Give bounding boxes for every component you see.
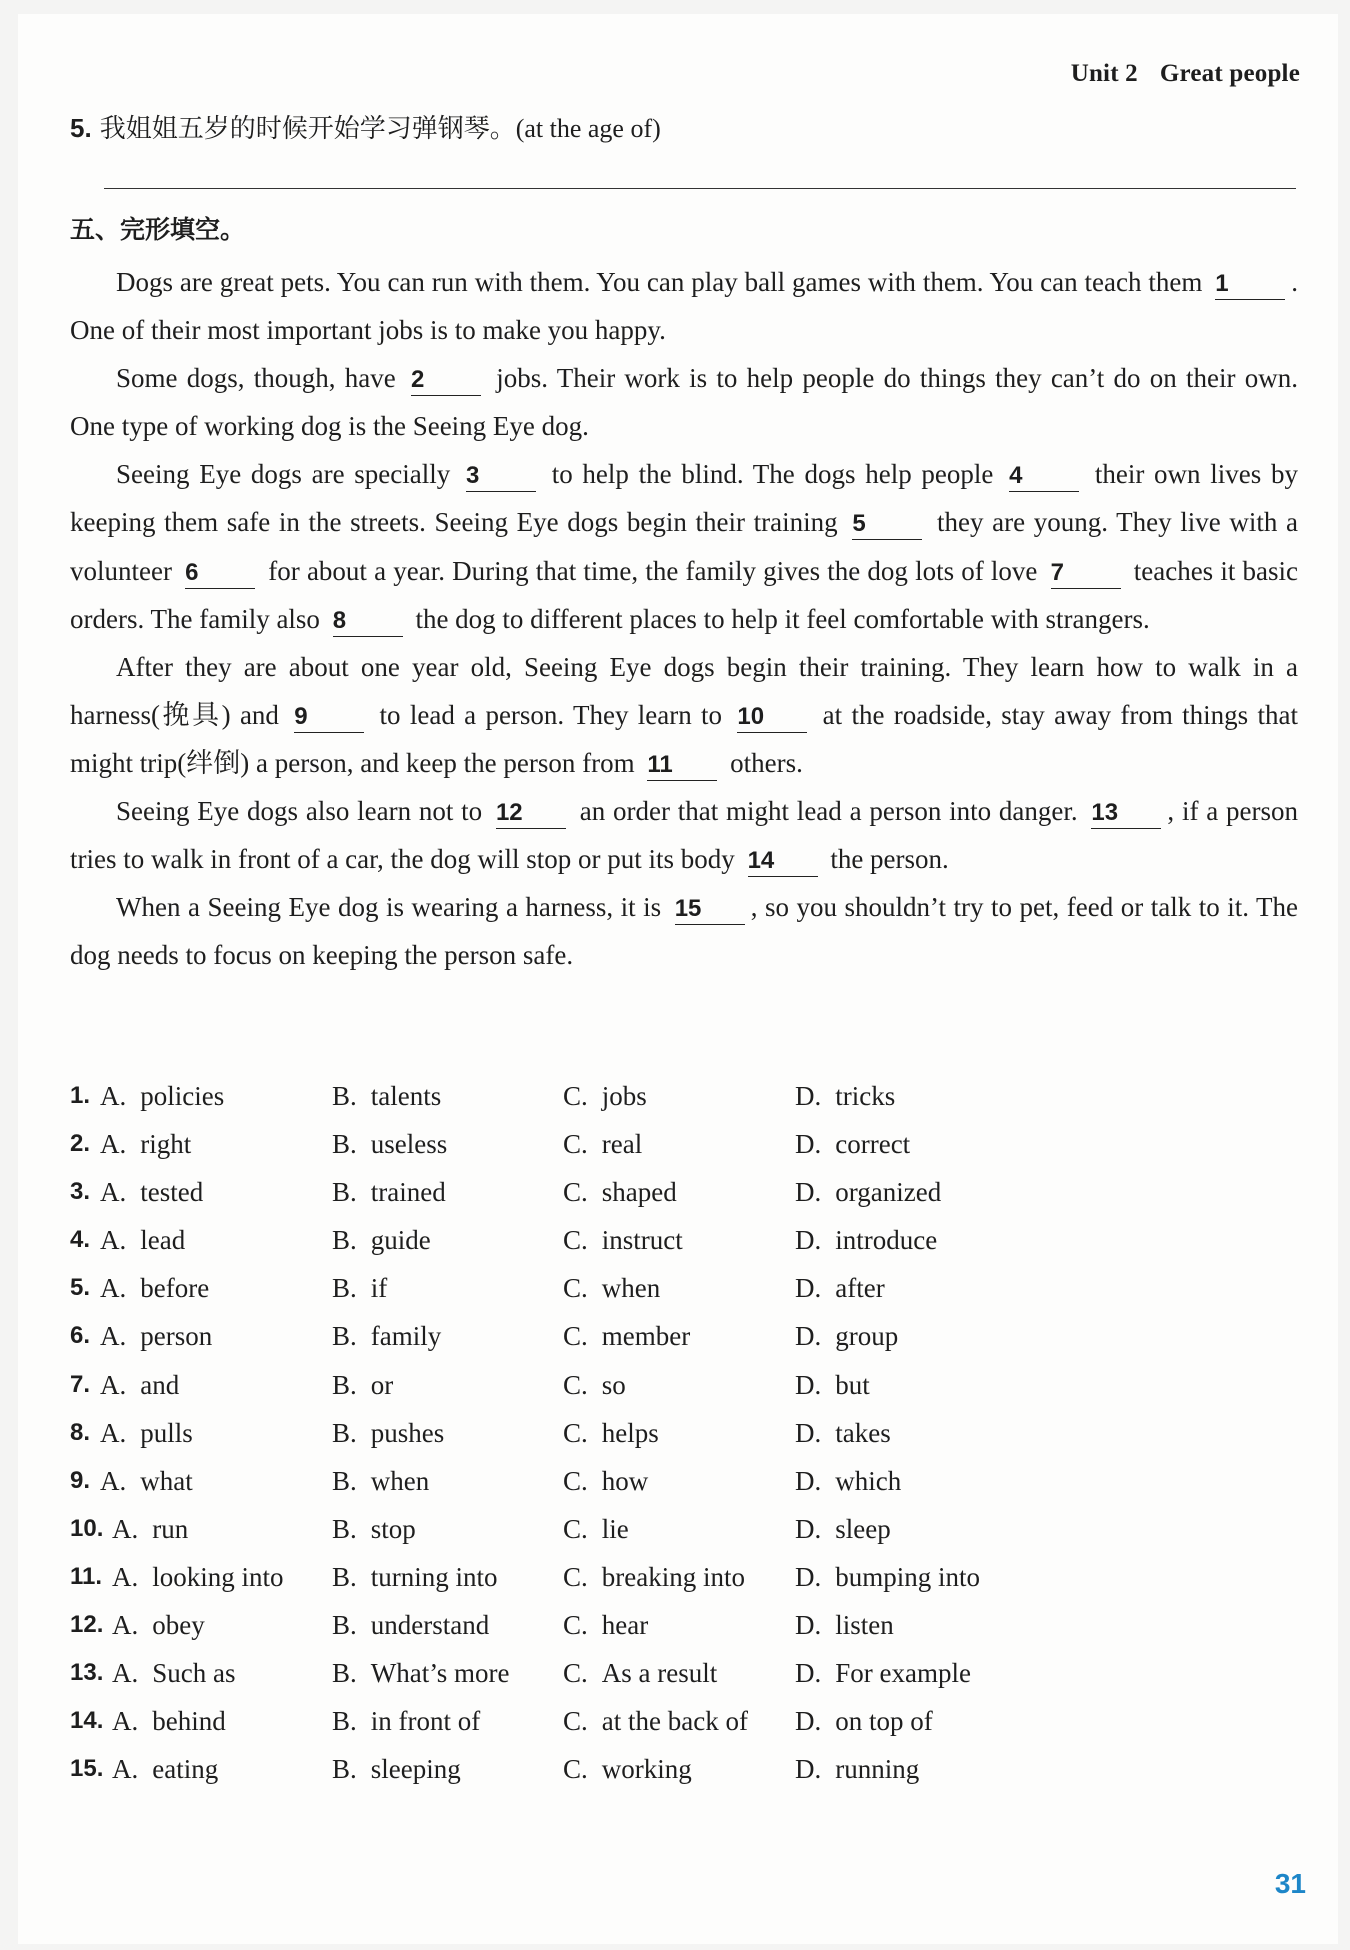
page-number: 31	[1274, 1868, 1306, 1899]
option-letter: A.	[100, 1225, 127, 1256]
option-letter: C.	[563, 1081, 588, 1111]
option-b[interactable]	[332, 1697, 480, 1745]
option-letter: A.	[100, 1081, 127, 1111]
option-letter: C.	[563, 1273, 588, 1304]
option-text: obey	[152, 1610, 205, 1641]
option-a[interactable]	[112, 1697, 226, 1745]
passage-text: for about a year. During that time, the family gives the dog lots of love	[261, 555, 1045, 586]
option-letter: D.	[795, 1610, 822, 1641]
question-row-5	[70, 1264, 1300, 1312]
option-b[interactable]	[332, 1264, 387, 1312]
question-row-7	[70, 1361, 1300, 1409]
option-text: instruct	[601, 1225, 683, 1256]
option-b[interactable]	[332, 1120, 447, 1168]
option-text: right	[140, 1129, 192, 1160]
option-text: if	[370, 1273, 388, 1304]
option-letter: B.	[332, 1369, 357, 1400]
option-text: stop	[370, 1513, 416, 1544]
option-letter: C.	[563, 1129, 588, 1160]
unit-title: Great people	[1159, 60, 1300, 87]
option-text: trained	[370, 1177, 446, 1208]
option-d[interactable]	[795, 1312, 898, 1360]
passage-text: Dogs are great pets. You can run with them. You can play ball games with them. You can teach them	[116, 267, 1210, 297]
question-number: 12.	[70, 1611, 104, 1639]
passage-text: to lead a person. They learn to	[370, 699, 732, 730]
option-letter: A.	[112, 1513, 139, 1544]
option-text: so	[601, 1369, 626, 1400]
option-letter: C.	[563, 1465, 588, 1496]
option-a[interactable]	[100, 1264, 209, 1312]
option-text: working	[601, 1754, 692, 1785]
question-number: 1.	[70, 1082, 91, 1109]
option-text: helps	[601, 1417, 659, 1448]
option-letter: C.	[563, 1561, 588, 1592]
option-b[interactable]	[332, 1601, 489, 1649]
question-number: 9.	[70, 1466, 91, 1494]
option-text: turning into	[370, 1561, 498, 1592]
option-text: but	[835, 1369, 870, 1400]
option-letter: C.	[563, 1177, 588, 1208]
option-c[interactable]	[563, 1264, 660, 1312]
passage-paragraph	[70, 258, 1298, 354]
option-text: As a result	[601, 1658, 718, 1689]
option-letter: C.	[563, 1706, 588, 1737]
option-text: in front of	[370, 1706, 481, 1737]
option-letter: D.	[795, 1321, 822, 1352]
option-letter: B.	[332, 1706, 357, 1737]
blank-7: 7	[1051, 558, 1121, 589]
blank-13: 13	[1091, 798, 1161, 829]
option-text: breaking into	[601, 1561, 745, 1592]
option-text: organized	[835, 1177, 942, 1208]
option-b[interactable]	[332, 1409, 444, 1457]
option-letter: A.	[112, 1610, 139, 1641]
option-c[interactable]	[563, 1553, 745, 1601]
option-text: Such as	[152, 1658, 236, 1689]
option-letter: B.	[332, 1610, 357, 1641]
option-letter: D.	[795, 1706, 822, 1737]
option-letter: D.	[795, 1177, 822, 1208]
option-letter: D.	[795, 1658, 822, 1689]
blank-9: 9	[294, 702, 364, 733]
option-text: real	[601, 1129, 643, 1160]
option-a[interactable]	[112, 1649, 236, 1697]
option-b[interactable]	[332, 1457, 429, 1505]
option-text: lead	[140, 1225, 186, 1256]
option-d[interactable]	[795, 1649, 971, 1697]
option-c[interactable]	[563, 1168, 677, 1216]
passage-paragraph	[70, 354, 1298, 450]
option-a[interactable]	[100, 1312, 212, 1360]
option-letter: B.	[332, 1465, 357, 1496]
option-b[interactable]	[332, 1361, 393, 1409]
option-d[interactable]	[795, 1409, 891, 1457]
blank-3: 3	[466, 461, 536, 492]
option-b[interactable]	[332, 1745, 461, 1793]
option-text: jobs	[601, 1081, 647, 1111]
option-letter: B.	[332, 1177, 357, 1208]
option-d[interactable]	[795, 1457, 901, 1505]
option-text: family	[370, 1321, 442, 1352]
option-letter: C.	[563, 1754, 588, 1785]
option-letter: B.	[332, 1417, 357, 1448]
option-text: at the back of	[601, 1706, 748, 1737]
option-text: tested	[140, 1177, 204, 1208]
cloze-passage	[70, 258, 1298, 979]
option-text: takes	[835, 1417, 891, 1448]
question-row-13	[70, 1649, 1300, 1697]
blank-2: 2	[411, 365, 481, 396]
option-letter: C.	[563, 1513, 588, 1544]
option-text: member	[601, 1321, 691, 1352]
option-letter: C.	[563, 1610, 588, 1641]
option-letter: B.	[332, 1225, 357, 1256]
option-d[interactable]	[795, 1745, 919, 1793]
question-row-8	[70, 1409, 1300, 1457]
passage-text: the person.	[823, 844, 949, 875]
question-row-11	[70, 1553, 1300, 1601]
question-text: 我姐姐五岁的时候开始学习弹钢琴。(at the age of)	[99, 114, 661, 143]
passage-text: , so you shouldn’t try to pet, feed or talk to it. The dog needs to focus on keeping the person safe.	[70, 892, 1298, 971]
option-c[interactable]	[563, 1120, 642, 1168]
question-number: 11.	[70, 1562, 103, 1590]
option-letter: A.	[112, 1561, 139, 1592]
option-d[interactable]	[795, 1697, 933, 1745]
option-letter: C.	[563, 1321, 588, 1352]
option-letter: A.	[100, 1177, 127, 1208]
passage-text: Some dogs, though, have	[116, 363, 405, 394]
passage-text: an order that might lead a person into danger.	[571, 796, 1086, 827]
option-b[interactable]	[332, 1168, 446, 1216]
running-header	[1071, 60, 1300, 88]
option-c[interactable]	[563, 1505, 629, 1553]
option-letter: D.	[795, 1513, 822, 1544]
option-d[interactable]	[795, 1168, 941, 1216]
option-text: For example	[835, 1658, 971, 1689]
blank-4: 4	[1009, 461, 1079, 492]
option-text: after	[835, 1273, 885, 1304]
question-row-2	[70, 1120, 1300, 1168]
option-letter: B.	[332, 1321, 357, 1352]
option-d[interactable]	[795, 1072, 895, 1120]
option-text: running	[835, 1754, 920, 1785]
option-text: introduce	[835, 1225, 938, 1256]
option-text: run	[152, 1513, 189, 1544]
option-b[interactable]	[332, 1649, 509, 1697]
option-text: pulls	[140, 1417, 193, 1448]
question-number: 8.	[70, 1418, 91, 1446]
option-b[interactable]	[332, 1312, 441, 1360]
option-c[interactable]	[563, 1361, 626, 1409]
option-text: how	[601, 1465, 649, 1496]
option-a[interactable]	[100, 1216, 185, 1264]
option-text: shaped	[601, 1177, 677, 1208]
passage-text: the dog to different places to help it feel comfortable with strangers.	[408, 603, 1150, 634]
option-a[interactable]	[100, 1072, 224, 1120]
option-text: which	[835, 1465, 902, 1496]
option-text: when	[370, 1465, 430, 1496]
option-c[interactable]	[563, 1697, 748, 1745]
option-letter: D.	[795, 1754, 822, 1785]
question-number: 13.	[70, 1659, 104, 1687]
option-text: understand	[370, 1610, 490, 1641]
option-letter: B.	[332, 1754, 357, 1785]
option-d[interactable]	[795, 1120, 910, 1168]
passage-text: teaches it basic orders. The family also	[70, 555, 1298, 634]
option-letter: B.	[332, 1273, 357, 1304]
passage-paragraph	[70, 643, 1298, 787]
blank-12: 12	[496, 798, 566, 829]
question-number: 2.	[70, 1130, 91, 1158]
option-c[interactable]	[563, 1601, 648, 1649]
option-letter: B.	[332, 1129, 357, 1160]
blank-5: 5	[852, 509, 922, 540]
option-c[interactable]	[563, 1745, 692, 1793]
passage-text: they are young. They live with a volunteer	[70, 507, 1298, 586]
option-d[interactable]	[795, 1601, 894, 1649]
option-text: when	[601, 1273, 661, 1304]
answer-options	[70, 1072, 1300, 1793]
option-text: or	[370, 1369, 394, 1400]
option-a[interactable]	[112, 1601, 205, 1649]
option-a[interactable]	[112, 1553, 284, 1601]
option-c[interactable]	[563, 1409, 659, 1457]
option-letter: A.	[100, 1273, 127, 1304]
option-d[interactable]	[795, 1361, 870, 1409]
option-text: person	[140, 1321, 213, 1352]
passage-text: , if a person tries to walk in front of a car, the dog will stop or put its body	[70, 796, 1298, 875]
option-text: tricks	[835, 1081, 896, 1111]
option-d[interactable]	[795, 1264, 885, 1312]
option-letter: D.	[795, 1081, 822, 1111]
option-text: listen	[835, 1610, 894, 1641]
passage-text: others.	[723, 747, 803, 778]
passage-text: Seeing Eye dogs also learn not to	[116, 796, 490, 827]
option-b[interactable]	[332, 1216, 431, 1264]
passage-text: . One of their most important jobs is to make you happy.	[70, 267, 1298, 346]
option-letter: B.	[332, 1513, 357, 1544]
option-b[interactable]	[332, 1553, 498, 1601]
option-a[interactable]	[100, 1361, 179, 1409]
option-text: sleep	[835, 1513, 891, 1544]
option-letter: A.	[100, 1129, 127, 1160]
option-text: correct	[835, 1129, 911, 1160]
option-text: eating	[152, 1754, 219, 1785]
option-text: before	[140, 1273, 210, 1304]
option-letter: D.	[795, 1417, 822, 1448]
question-number: 7.	[70, 1370, 91, 1398]
answer-line	[104, 188, 1296, 189]
option-text: on top of	[835, 1706, 933, 1737]
question-number: 3.	[70, 1178, 91, 1206]
option-b[interactable]	[332, 1505, 416, 1553]
question-row-9	[70, 1457, 1300, 1505]
option-text: looking into	[152, 1561, 284, 1592]
question-row-14	[70, 1697, 1300, 1745]
option-text: what	[140, 1465, 193, 1496]
option-text: behind	[152, 1706, 226, 1737]
option-c[interactable]	[563, 1072, 647, 1120]
question-number: 5.	[70, 1274, 91, 1302]
option-letter: D.	[795, 1561, 822, 1592]
question-row-1	[70, 1072, 1300, 1120]
option-c[interactable]	[563, 1216, 683, 1264]
question-number: 14.	[70, 1707, 104, 1735]
option-a[interactable]	[100, 1120, 191, 1168]
option-text: talents	[370, 1081, 442, 1111]
option-letter: A.	[100, 1465, 127, 1496]
question-number: 15.	[70, 1755, 104, 1783]
blank-14: 14	[748, 846, 818, 877]
option-text: group	[835, 1321, 899, 1352]
unit-label: Unit 2	[1070, 60, 1138, 87]
option-letter: A.	[112, 1706, 139, 1737]
passage-text: jobs. Their work is to help people do things they can’t do on their own. One type of working dog is the Seeing Eye dog.	[70, 363, 1298, 442]
question-number: 4.	[70, 1226, 91, 1254]
option-letter: D.	[795, 1273, 822, 1304]
option-letter: A.	[100, 1321, 127, 1352]
passage-paragraph	[70, 450, 1298, 642]
option-c[interactable]	[563, 1649, 717, 1697]
question-row-15	[70, 1745, 1300, 1793]
option-letter: B.	[332, 1561, 357, 1592]
option-c[interactable]	[563, 1312, 690, 1360]
blank-1: 1	[1215, 269, 1285, 300]
option-letter: D.	[795, 1369, 822, 1400]
option-letter: D.	[795, 1129, 822, 1160]
question-number: 5.	[70, 113, 92, 143]
question-row-4	[70, 1216, 1300, 1264]
option-letter: C.	[563, 1417, 588, 1448]
question-row-6	[70, 1312, 1300, 1360]
option-letter: D.	[795, 1465, 822, 1496]
option-text: lie	[601, 1513, 629, 1544]
option-text: guide	[370, 1225, 431, 1256]
option-d[interactable]	[795, 1216, 937, 1264]
passage-text: Seeing Eye dogs are specially	[116, 459, 460, 490]
blank-15: 15	[675, 894, 745, 925]
option-text: bumping into	[835, 1561, 981, 1592]
passage-text: After they are about one year old, Seeing Eye dogs begin their training. They learn how to walk in a harness(挽具) and	[70, 651, 1298, 730]
question-number: 10.	[70, 1514, 104, 1542]
question-row-12	[70, 1601, 1300, 1649]
option-a[interactable]	[100, 1409, 193, 1457]
passage-text: at the roadside, stay away from things that might trip(绊倒) a person, and keep the person from	[70, 699, 1298, 778]
blank-10: 10	[737, 702, 807, 733]
blank-8: 8	[333, 606, 403, 637]
passage-text: to help the blind. The dogs help people	[541, 459, 1004, 490]
option-text: pushes	[370, 1417, 445, 1448]
passage-text: When a Seeing Eye dog is wearing a harness, it is	[116, 892, 669, 923]
translation-question	[70, 108, 661, 145]
option-a[interactable]	[100, 1457, 193, 1505]
option-letter: C.	[563, 1225, 588, 1256]
question-number: 6.	[70, 1322, 91, 1350]
option-a[interactable]	[112, 1745, 218, 1793]
option-text: What’s more	[370, 1658, 510, 1689]
option-text: hear	[601, 1610, 649, 1641]
question-row-3	[70, 1168, 1300, 1216]
option-letter: B.	[332, 1658, 357, 1689]
option-letter: C.	[563, 1369, 588, 1400]
option-c[interactable]	[563, 1457, 648, 1505]
option-letter: A.	[100, 1417, 127, 1448]
passage-text: their own lives by keeping them safe in the streets. Seeing Eye dogs begin their training	[70, 459, 1298, 538]
option-letter: B.	[332, 1081, 357, 1111]
option-letter: A.	[112, 1754, 139, 1785]
section-title: 五、完形填空。	[70, 215, 246, 244]
option-text: and	[140, 1369, 180, 1400]
passage-paragraph	[70, 787, 1298, 883]
option-letter: A.	[100, 1369, 127, 1400]
blank-6: 6	[185, 558, 255, 589]
option-text: sleeping	[370, 1754, 461, 1785]
option-a[interactable]	[112, 1505, 188, 1553]
option-d[interactable]	[795, 1553, 980, 1601]
option-text: policies	[140, 1081, 225, 1111]
question-row-10	[70, 1505, 1300, 1553]
option-d[interactable]	[795, 1505, 891, 1553]
option-letter: C.	[563, 1658, 588, 1689]
option-b[interactable]	[332, 1072, 441, 1120]
option-text: useless	[370, 1129, 448, 1160]
blank-11: 11	[647, 750, 717, 781]
passage-paragraph	[70, 883, 1298, 979]
option-letter: A.	[112, 1658, 139, 1689]
option-letter: D.	[795, 1225, 822, 1256]
option-a[interactable]	[100, 1168, 203, 1216]
